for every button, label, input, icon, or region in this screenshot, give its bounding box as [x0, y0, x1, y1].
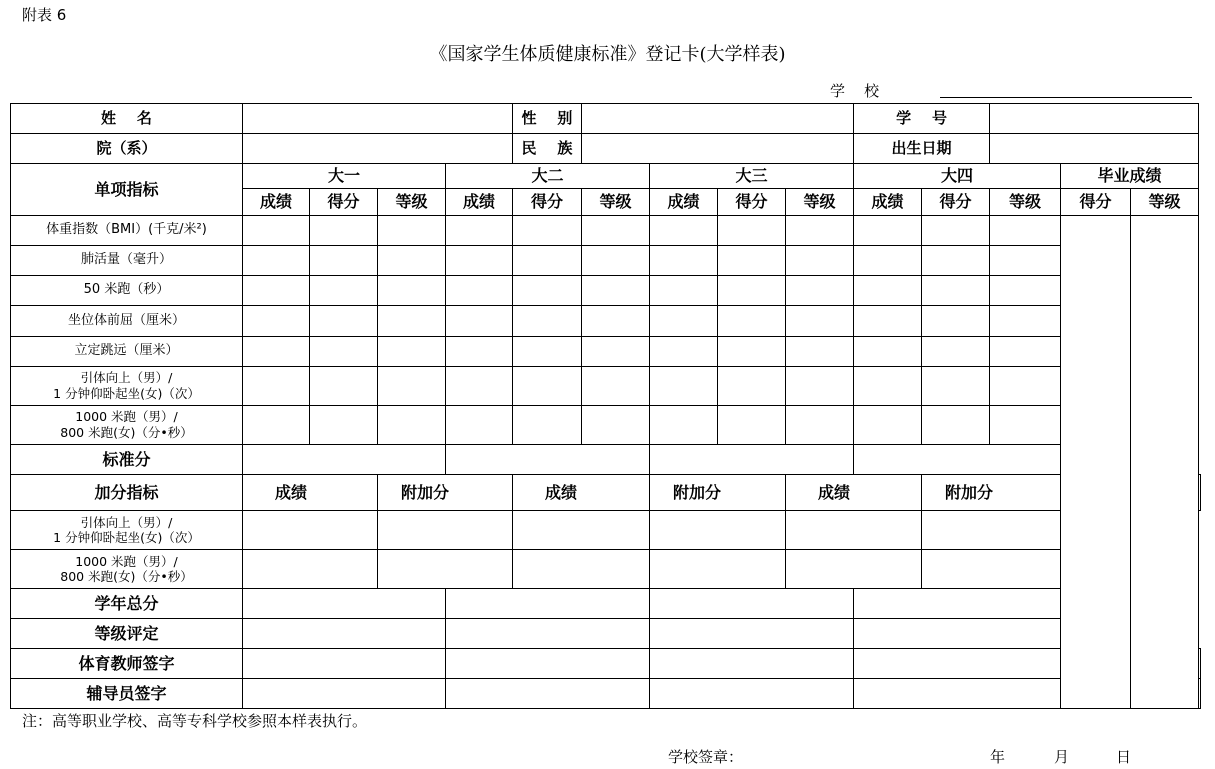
cell[interactable]	[243, 246, 310, 276]
cell[interactable]	[310, 337, 378, 367]
cell[interactable]	[446, 337, 513, 367]
cell[interactable]	[718, 246, 786, 276]
item-row	[11, 367, 1201, 406]
cell[interactable]	[650, 306, 718, 337]
cell[interactable]	[922, 406, 990, 445]
cell[interactable]	[650, 649, 854, 679]
item-row	[11, 306, 1201, 337]
cell[interactable]	[446, 649, 650, 679]
cell[interactable]	[990, 306, 1061, 337]
cell[interactable]	[378, 550, 513, 589]
student-id-field[interactable]	[990, 104, 1199, 134]
cell[interactable]	[582, 246, 650, 276]
item-indicator-header: 单项指标	[11, 164, 243, 216]
cell[interactable]	[243, 276, 310, 306]
cell[interactable]	[718, 367, 786, 406]
cell[interactable]	[243, 649, 446, 679]
cell[interactable]	[854, 306, 922, 337]
name-field[interactable]	[243, 104, 513, 134]
cell[interactable]	[513, 550, 650, 589]
cell[interactable]	[650, 619, 854, 649]
cell[interactable]	[854, 276, 922, 306]
cell[interactable]	[922, 216, 990, 246]
birth-date-label: 出生日期	[854, 134, 990, 164]
year-label: 年	[990, 748, 1006, 766]
y3-bonus-points-header: 附加分	[922, 475, 1061, 511]
month-label: 月	[1054, 748, 1070, 766]
counselor-sign-row	[11, 679, 1201, 709]
cell[interactable]	[990, 276, 1061, 306]
cell[interactable]	[310, 406, 378, 445]
footnote: 注：高等职业学校、高等专科学校参照本样表执行。	[22, 712, 368, 730]
cell[interactable]	[990, 406, 1061, 445]
y1-grade-header: 等级	[378, 189, 446, 216]
cell[interactable]	[854, 406, 922, 445]
cell[interactable]	[513, 276, 582, 306]
cell[interactable]	[446, 306, 513, 337]
cell[interactable]	[446, 216, 513, 246]
cell[interactable]	[786, 337, 854, 367]
cell[interactable]	[582, 337, 650, 367]
y2-standard-score[interactable]	[446, 445, 650, 475]
cell[interactable]	[582, 406, 650, 445]
cell[interactable]	[513, 511, 650, 550]
cell[interactable]	[446, 406, 513, 445]
department-field[interactable]	[243, 134, 513, 164]
y2-bonus-points-header: 附加分	[650, 475, 786, 511]
bonus-row	[11, 550, 1201, 589]
cell[interactable]	[243, 619, 446, 649]
item-label: 50 米跑（秒）	[11, 276, 243, 306]
bonus-indicator-header: 加分指标	[11, 475, 243, 511]
cell[interactable]	[310, 306, 378, 337]
item-label: 体重指数（BMI）(千克/米²)	[11, 216, 243, 246]
cell[interactable]	[922, 246, 990, 276]
item-row	[11, 216, 1201, 246]
cell[interactable]	[243, 367, 310, 406]
y3-score-header: 成绩	[650, 189, 718, 216]
cell[interactable]	[582, 216, 650, 246]
year-1-header: 大一	[243, 164, 446, 189]
grad-points-header: 得分	[1061, 189, 1131, 216]
cell[interactable]	[378, 337, 446, 367]
grad-grade-header: 等级	[1131, 189, 1199, 216]
gender-field[interactable]	[582, 104, 854, 134]
day-label: 日	[1116, 748, 1132, 766]
cell[interactable]	[854, 216, 922, 246]
y4-grade-header: 等级	[990, 189, 1061, 216]
cell[interactable]	[786, 511, 922, 550]
year-header-row	[11, 164, 1201, 189]
pe-teacher-sign-label: 体育教师签字	[11, 649, 243, 679]
cell[interactable]	[446, 679, 650, 709]
cell[interactable]	[854, 337, 922, 367]
cell[interactable]	[310, 367, 378, 406]
cell[interactable]	[243, 216, 310, 246]
cell[interactable]	[310, 246, 378, 276]
cell[interactable]	[718, 306, 786, 337]
y2-points-header: 得分	[513, 189, 582, 216]
cell[interactable]	[786, 216, 854, 246]
cell[interactable]	[378, 246, 446, 276]
cell[interactable]	[922, 511, 1061, 550]
cell[interactable]	[922, 367, 990, 406]
y3-grade-header: 等级	[786, 189, 854, 216]
cell[interactable]	[718, 337, 786, 367]
cell[interactable]	[650, 246, 718, 276]
item-row	[11, 246, 1201, 276]
year-4-header: 大四	[854, 164, 1061, 189]
cell[interactable]	[243, 511, 378, 550]
cell[interactable]	[990, 337, 1061, 367]
cell[interactable]	[378, 511, 513, 550]
cell[interactable]	[990, 216, 1061, 246]
grade-rating-label: 等级评定	[11, 619, 243, 649]
y3-bonus-score-header: 成绩	[786, 475, 922, 511]
total-score-row	[11, 589, 1201, 619]
page-title: 《国家学生体质健康标准》登记卡(大学样表)	[429, 44, 786, 65]
info-row-2	[11, 134, 1201, 164]
item-label: 引体向上（男）/ 1 分钟仰卧起坐(女)（次）	[11, 367, 243, 406]
cell[interactable]	[786, 406, 854, 445]
school-seal-label: 学校签章：	[668, 748, 744, 766]
cell[interactable]	[990, 246, 1061, 276]
cell[interactable]	[854, 619, 1061, 649]
cell[interactable]	[243, 406, 310, 445]
bonus-header-row	[11, 475, 1201, 511]
bonus-item-label: 1000 米跑（男）/ 800 米跑(女)（分•秒）	[11, 550, 243, 589]
cell[interactable]	[1199, 679, 1201, 709]
cell[interactable]	[446, 276, 513, 306]
student-id-label: 学 号	[854, 104, 990, 134]
y2-score-header: 成绩	[446, 189, 513, 216]
cell[interactable]	[1199, 649, 1201, 679]
cell[interactable]	[854, 367, 922, 406]
ethnicity-field[interactable]	[582, 134, 854, 164]
cell[interactable]	[786, 367, 854, 406]
year-3-header: 大三	[650, 164, 854, 189]
y1-points-header: 得分	[310, 189, 378, 216]
cell[interactable]	[582, 276, 650, 306]
cell[interactable]	[786, 246, 854, 276]
y4-points-header: 得分	[922, 189, 990, 216]
cell[interactable]	[854, 649, 1061, 679]
item-label: 立定跳远（厘米）	[11, 337, 243, 367]
item-row	[11, 276, 1201, 306]
item-row	[11, 406, 1201, 445]
cell[interactable]	[513, 367, 582, 406]
cell[interactable]	[243, 550, 378, 589]
cell[interactable]	[990, 367, 1061, 406]
y1-standard-score[interactable]	[243, 445, 446, 475]
registration-table	[10, 103, 1201, 709]
y3-standard-score[interactable]	[650, 445, 854, 475]
y1-bonus-score-header: 成绩	[243, 475, 378, 511]
cell[interactable]	[378, 306, 446, 337]
y3-points-header: 得分	[718, 189, 786, 216]
cell[interactable]	[243, 306, 310, 337]
standard-score-row	[11, 445, 1201, 475]
appendix-label: 附表 6	[22, 6, 67, 24]
cell[interactable]	[378, 216, 446, 246]
cell[interactable]	[378, 367, 446, 406]
bonus-row	[11, 511, 1201, 550]
cell[interactable]	[854, 589, 1061, 619]
cell[interactable]	[922, 276, 990, 306]
cell[interactable]	[513, 246, 582, 276]
y2-bonus-score-header: 成绩	[513, 475, 650, 511]
cell[interactable]	[378, 276, 446, 306]
cell[interactable]	[446, 589, 650, 619]
y4-standard-score[interactable]	[854, 445, 1061, 475]
cell[interactable]	[650, 216, 718, 246]
cell[interactable]	[650, 679, 854, 709]
graduation-points-cell[interactable]	[1061, 216, 1131, 709]
cell[interactable]	[310, 276, 378, 306]
graduation-grade-cell[interactable]	[1131, 216, 1199, 709]
y1-score-header: 成绩	[243, 189, 310, 216]
cell[interactable]	[650, 406, 718, 445]
cell[interactable]	[854, 246, 922, 276]
cell[interactable]	[513, 337, 582, 367]
department-label: 院（系）	[11, 134, 243, 164]
item-label: 肺活量（毫升）	[11, 246, 243, 276]
total-score-label: 学年总分	[11, 589, 243, 619]
cell[interactable]	[446, 246, 513, 276]
cell[interactable]	[718, 406, 786, 445]
y2-grade-header: 等级	[582, 189, 650, 216]
cell[interactable]	[378, 406, 446, 445]
graduation-header: 毕业成绩	[1061, 164, 1199, 189]
cell[interactable]	[582, 367, 650, 406]
name-label: 姓 名	[11, 104, 243, 134]
cell[interactable]	[786, 550, 922, 589]
cell[interactable]	[922, 337, 990, 367]
year-2-header: 大二	[446, 164, 650, 189]
cell[interactable]	[786, 276, 854, 306]
pe-teacher-sign-row	[11, 649, 1201, 679]
date-labels	[990, 746, 1131, 767]
grade-rating-row	[11, 619, 1201, 649]
cell[interactable]	[922, 306, 990, 337]
cell[interactable]	[243, 589, 446, 619]
school-input-line[interactable]	[940, 97, 1192, 98]
cell[interactable]	[786, 306, 854, 337]
item-label: 1000 米跑（男）/ 800 米跑(女)（分•秒）	[11, 406, 243, 445]
cell[interactable]	[854, 679, 1061, 709]
cell[interactable]	[513, 306, 582, 337]
cell[interactable]	[446, 619, 650, 649]
cell[interactable]	[650, 511, 786, 550]
cell[interactable]	[582, 306, 650, 337]
cell[interactable]	[310, 216, 378, 246]
cell[interactable]	[513, 406, 582, 445]
cell[interactable]	[650, 337, 718, 367]
standard-score-label: 标准分	[11, 445, 243, 475]
cell[interactable]	[718, 216, 786, 246]
item-label: 坐位体前屈（厘米）	[11, 306, 243, 337]
cell[interactable]	[718, 276, 786, 306]
cell[interactable]	[922, 550, 1061, 589]
cell[interactable]	[650, 589, 854, 619]
cell[interactable]	[650, 276, 718, 306]
birth-date-field[interactable]	[990, 134, 1199, 164]
cell[interactable]	[513, 216, 582, 246]
ethnicity-label: 民 族	[513, 134, 582, 164]
info-row-1	[11, 104, 1201, 134]
cell[interactable]	[446, 367, 513, 406]
y4-bonus-score-header	[1199, 475, 1201, 511]
y1-bonus-points-header: 附加分	[378, 475, 513, 511]
bonus-item-label: 引体向上（男）/ 1 分钟仰卧起坐(女)（次）	[11, 511, 243, 550]
counselor-sign-label: 辅导员签字	[11, 679, 243, 709]
cell[interactable]	[243, 337, 310, 367]
school-label: 学 校	[830, 82, 880, 100]
cell[interactable]	[650, 367, 718, 406]
item-row	[11, 337, 1201, 367]
y4-score-header: 成绩	[854, 189, 922, 216]
cell[interactable]	[243, 679, 446, 709]
gender-label: 性 别	[513, 104, 582, 134]
cell[interactable]	[650, 550, 786, 589]
